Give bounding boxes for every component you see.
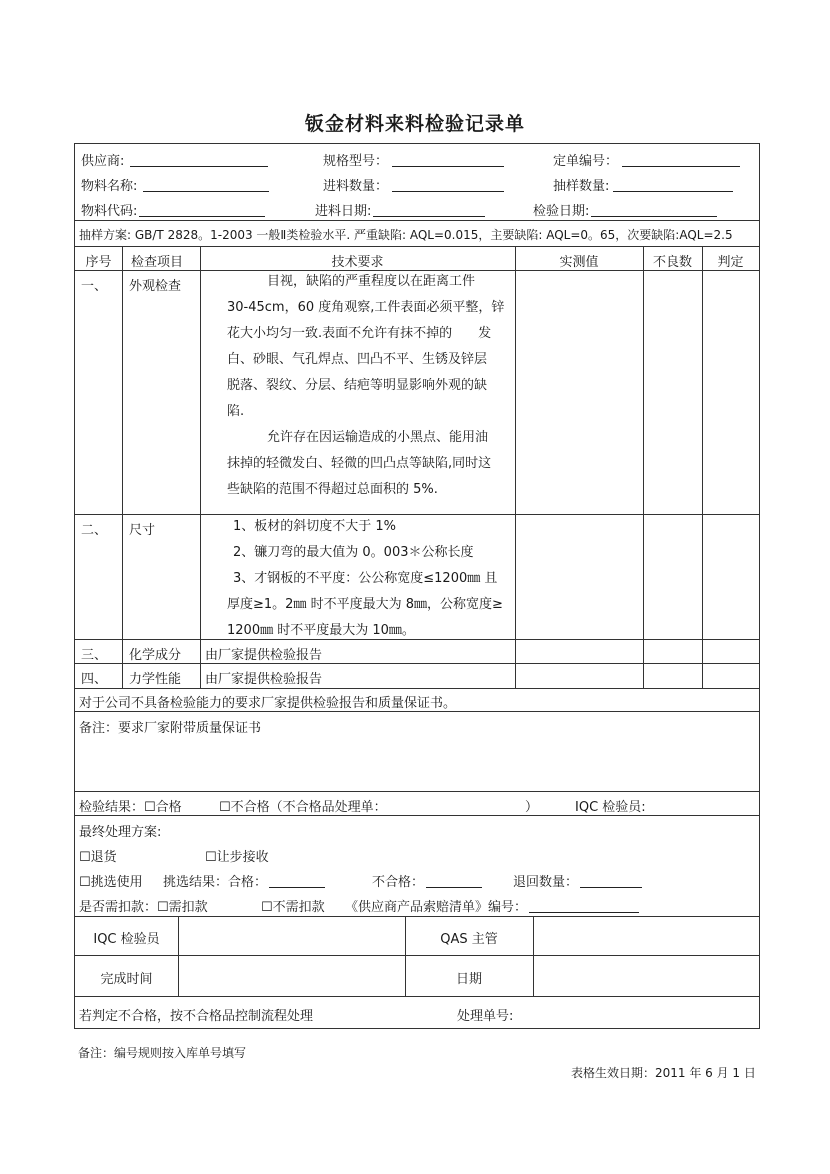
row-no: 一、 — [81, 279, 108, 294]
sampling-plan-text: 抽样方案: GB/T 2828。1-2003 一般Ⅱ类检验水平. 严重缺陷: AQL=0.015，主要缺陷: AQL=0。65，次要缺陷:AQL=2.5 — [79, 228, 733, 242]
fail-close-paren: ） — [525, 800, 539, 815]
row-item: 化学成分 — [129, 648, 182, 663]
final-handling-section — [75, 816, 759, 917]
sampling-plan-row — [75, 221, 759, 247]
effective-date: 表格生效日期：2011 年 6 月 1 日 — [571, 1066, 756, 1080]
col-measured: 实测值 — [559, 255, 599, 270]
incoming-qty-field[interactable]: 进料数量： — [323, 175, 504, 194]
col-defects: 不良数 — [652, 255, 692, 270]
col-requirement: 技术要求 — [331, 255, 384, 270]
material-name-field[interactable]: 物料名称: — [81, 175, 269, 194]
sample-qty-field[interactable]: 抽样数量: — [553, 175, 733, 194]
return-qty-field[interactable]: 退回数量： — [513, 871, 642, 890]
row-item: 力学性能 — [129, 672, 182, 687]
dimension-requirement: 1、板材的斜切度不大于 1% 2、镰刀弯的最大值为 0。003＊公称长度 3、才钢板的不平度：公公称宽度≤1200㎜ 且 厚度≥1。2㎜ 时不平度最大为 8㎜，公称宽度≥ 1200㎜ 时不平度最大为 10㎜。 — [227, 519, 503, 638]
table-row — [75, 515, 759, 640]
order-no-field[interactable]: 定单编号： — [553, 150, 740, 169]
nonconform-process-text: 若判定不合格，按不合格品控制流程处理 — [79, 1009, 314, 1024]
supplier-field[interactable]: 供应商: — [81, 150, 268, 169]
row-no: 三、 — [81, 648, 108, 663]
spec-model-field[interactable]: 规格型号： — [323, 150, 504, 169]
row-requirement: 由厂家提供检验报告 — [205, 672, 323, 687]
iqc-inspector-label: IQC 检验员: — [575, 800, 646, 815]
inspection-result-row — [75, 792, 759, 816]
qas-supervisor-cell: QAS 主管 — [440, 932, 498, 947]
row-requirement: 由厂家提供检验报告 — [205, 648, 323, 663]
inspection-date-field[interactable]: 检验日期: — [533, 200, 717, 219]
form-title: 钣金材料来料检验记录单 — [304, 113, 525, 135]
remarks-row[interactable] — [75, 712, 759, 792]
col-item: 检查项目 — [131, 255, 184, 270]
bottom-row — [75, 997, 759, 1028]
table-row — [75, 640, 759, 664]
remarks-text: 备注：要求厂家附带质量保证书 — [79, 721, 262, 736]
company-note-row — [75, 689, 759, 712]
process-no-label: 处理单号: — [457, 1009, 514, 1024]
concession-checkbox[interactable]: ☐让步接收 — [205, 850, 269, 865]
inspection-form — [74, 143, 760, 1029]
material-code-field[interactable]: 物料代码: — [81, 200, 265, 219]
table-row — [75, 271, 759, 515]
finish-time-cell: 完成时间 — [100, 972, 153, 987]
row-no: 四、 — [81, 672, 108, 687]
signature-row — [75, 917, 759, 956]
select-use-checkbox[interactable]: ☐挑选使用 — [79, 875, 143, 890]
date-cell: 日期 — [455, 972, 482, 987]
column-header-row — [75, 247, 759, 271]
table-row — [75, 664, 759, 689]
return-checkbox[interactable]: ☐退货 — [79, 850, 117, 865]
footer-note: 备注：编号规则按入库单号填写 — [78, 1046, 247, 1060]
pass-checkbox[interactable]: 检验结果：☐合格 — [79, 800, 182, 815]
final-heading: 最终处理方案: — [79, 825, 162, 840]
select-result-field[interactable]: 挑选结果：合格： — [163, 871, 325, 890]
claim-form-field[interactable]: 《供应商产品索赔清单》编号： — [345, 896, 639, 915]
row-item: 外观检查 — [129, 279, 182, 294]
header-section — [75, 144, 759, 221]
iqc-inspector-cell: IQC 检验员 — [93, 932, 160, 947]
incoming-date-field[interactable]: 进料日期: — [315, 200, 485, 219]
fail-checkbox[interactable]: ☐不合格（不合格品处理单： — [219, 800, 387, 815]
signature-row — [75, 956, 759, 997]
no-deduction-checkbox[interactable]: ☐不需扣款 — [261, 900, 325, 915]
deduction-checkbox[interactable]: 是否需扣款：☐需扣款 — [79, 900, 208, 915]
appearance-requirement: 目视，缺陷的严重程度以在距离工件 30-45cm，60 度角观察,工件表面必须平整，锌 花大小均匀一致.表面不允许有抹不掉的 发 白、砂眼、气孔焊点、凹凸不平、生锈及锌层 脱落、裂纹、分层、结疤等明显影响外观的缺 陷. 允许存在因运输造成的小黑点、能用油 抹掉的轻微发白、轻微的凹凸点等缺陷,同时这 些缺陷的范围不得超过总面积的 5%. — [227, 274, 505, 497]
row-no: 二、 — [81, 523, 108, 538]
company-note: 对于公司不具备检验能力的要求厂家提供检验报告和质量保证书。 — [79, 696, 457, 711]
row-item: 尺寸 — [129, 523, 156, 538]
nonconform-field[interactable]: 不合格： — [372, 871, 482, 890]
col-judgment: 判定 — [717, 255, 744, 270]
col-no: 序号 — [85, 255, 112, 270]
